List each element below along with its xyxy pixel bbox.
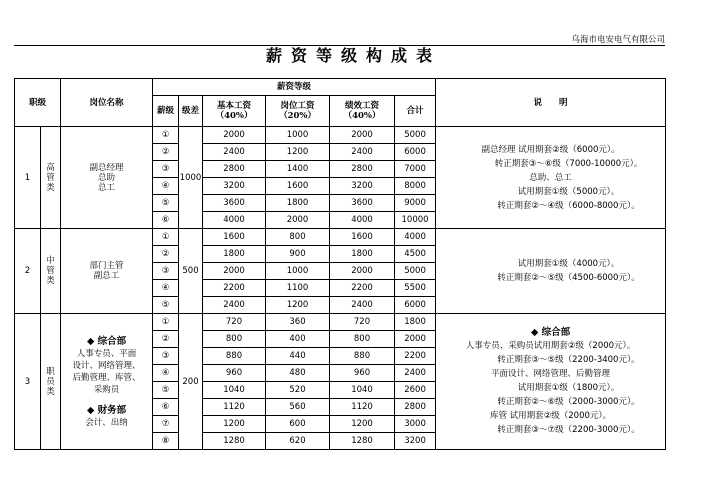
- rank-number: 3: [15, 314, 41, 450]
- explanation-note: [436, 229, 666, 314]
- rank-category: [41, 229, 61, 314]
- position-name: 部门主管: [89, 261, 124, 271]
- position-name: 总助: [98, 172, 116, 183]
- header-basic-pct: （40%）: [215, 111, 253, 121]
- category-char: 管: [46, 266, 55, 276]
- grade-cell: ⑤: [153, 382, 179, 399]
- explanation-note: [436, 314, 666, 450]
- position-names: [61, 229, 153, 314]
- table-row: [15, 314, 666, 331]
- perf-wage-cell: 800: [330, 331, 395, 348]
- total-cell: 7000: [395, 161, 436, 178]
- post-wage-cell: 480: [266, 365, 330, 382]
- post-wage-cell: 520: [266, 382, 330, 399]
- grade-cell: ②: [153, 246, 179, 263]
- perf-wage-cell: 1200: [330, 416, 395, 433]
- perf-wage-cell: 3200: [330, 178, 395, 195]
- category-char: 中: [46, 256, 55, 266]
- perf-wage-cell: 4000: [330, 212, 395, 229]
- grade-cell: ⑦: [153, 416, 179, 433]
- note-line: 转正期套③～⑦级（2200-3000元）。: [497, 425, 640, 435]
- perf-wage-cell: 880: [330, 348, 395, 365]
- basic-wage-cell: 1200: [203, 416, 266, 433]
- dept-position-line: 人事专员、平面: [76, 348, 137, 359]
- basic-wage-cell: 720: [203, 314, 266, 331]
- grade-cell: ⑥: [153, 212, 179, 229]
- total-cell: 10000: [395, 212, 436, 229]
- grade-cell: ④: [153, 280, 179, 297]
- header-basic-label: 基本工资: [217, 101, 252, 111]
- grade-cell: ④: [153, 178, 179, 195]
- header-perf-pct: （40%）: [343, 111, 381, 121]
- note-line: 副总经理 试用期套②级（6000元）。: [481, 144, 620, 155]
- total-cell: 6000: [395, 297, 436, 314]
- note-line: 平面设计、网络管理、后勤管理: [491, 369, 611, 379]
- basic-wage-cell: 3600: [203, 195, 266, 212]
- dept-position-line: 设计、网络管理、: [72, 360, 141, 371]
- grade-cell: ①: [153, 229, 179, 246]
- perf-wage-cell: 2000: [330, 127, 395, 144]
- header-step: 级差: [179, 96, 203, 127]
- position-name: 副总工: [93, 271, 120, 281]
- position-names: [61, 314, 153, 450]
- grade-cell: ①: [153, 127, 179, 144]
- grade-cell: ②: [153, 331, 179, 348]
- header-grade: 薪级: [153, 96, 179, 127]
- total-cell: 4500: [395, 246, 436, 263]
- dept-position-line: 后勤管理、库管、: [72, 372, 141, 383]
- post-wage-cell: 560: [266, 399, 330, 416]
- note-title: ◆ 综合部: [531, 327, 571, 338]
- basic-wage-cell: 1120: [203, 399, 266, 416]
- explanation-note: [436, 127, 666, 229]
- perf-wage-cell: 960: [330, 365, 395, 382]
- header-perf-wage: [330, 96, 395, 127]
- basic-wage-cell: 2000: [203, 127, 266, 144]
- rank-category: [41, 127, 61, 229]
- header-total: 合计: [395, 96, 436, 127]
- post-wage-cell: 360: [266, 314, 330, 331]
- post-wage-cell: 620: [266, 433, 330, 450]
- page-title: 薪资等级构成表: [265, 46, 441, 65]
- perf-wage-cell: 1120: [330, 399, 395, 416]
- step-cell: 1000: [179, 127, 203, 229]
- total-cell: 3000: [395, 416, 436, 433]
- position-name: 总工: [98, 182, 116, 193]
- total-cell: 6000: [395, 144, 436, 161]
- perf-wage-cell: 1800: [330, 246, 395, 263]
- category-char: 类: [46, 386, 55, 397]
- table-row: [15, 229, 666, 246]
- post-wage-cell: 2000: [266, 212, 330, 229]
- basic-wage-cell: 2800: [203, 161, 266, 178]
- dept-title: ◆ 财务部: [86, 404, 127, 416]
- header-salary-level: 薪资等级: [153, 79, 436, 96]
- position-names: [61, 127, 153, 229]
- basic-wage-cell: 2200: [203, 280, 266, 297]
- rank-category: [41, 314, 61, 450]
- total-cell: 2600: [395, 382, 436, 399]
- basic-wage-cell: 1800: [203, 246, 266, 263]
- basic-wage-cell: 880: [203, 348, 266, 365]
- perf-wage-cell: 1600: [330, 229, 395, 246]
- note-line: 总助、总工: [529, 172, 572, 183]
- post-wage-cell: 1000: [266, 263, 330, 280]
- category-char: 高: [46, 162, 55, 173]
- header-explanation: 说 明: [436, 79, 666, 127]
- grade-cell: ③: [153, 263, 179, 280]
- category-char: 管: [46, 172, 55, 183]
- basic-wage-cell: 1600: [203, 229, 266, 246]
- dept-position-line: 采购员: [93, 384, 120, 395]
- total-cell: 9000: [395, 195, 436, 212]
- post-wage-cell: 600: [266, 416, 330, 433]
- perf-wage-cell: 2200: [330, 280, 395, 297]
- category-char: 职: [46, 366, 55, 377]
- total-cell: 5000: [395, 127, 436, 144]
- post-wage-cell: 440: [266, 348, 330, 365]
- basic-wage-cell: 4000: [203, 212, 266, 229]
- grade-cell: ④: [153, 365, 179, 382]
- total-cell: 2800: [395, 399, 436, 416]
- post-wage-cell: 1600: [266, 178, 330, 195]
- salary-grade-table: [14, 78, 666, 450]
- perf-wage-cell: 2000: [330, 263, 395, 280]
- note-line: 转正期套②～⑤级（4500-6000元）。: [497, 273, 640, 283]
- note-line: 转正期套③～⑥级（7000-10000元）。: [494, 158, 643, 169]
- total-cell: 2400: [395, 365, 436, 382]
- category-char: 类: [46, 182, 55, 193]
- total-cell: 3200: [395, 433, 436, 450]
- basic-wage-cell: 1280: [203, 433, 266, 450]
- total-cell: 2000: [395, 331, 436, 348]
- post-wage-cell: 400: [266, 331, 330, 348]
- basic-wage-cell: 2400: [203, 144, 266, 161]
- grade-cell: ②: [153, 144, 179, 161]
- post-wage-cell: 800: [266, 229, 330, 246]
- post-wage-cell: 1800: [266, 195, 330, 212]
- spacer: [61, 396, 152, 404]
- category-char: 员: [46, 376, 55, 387]
- header-row-1: [15, 79, 666, 96]
- perf-wage-cell: 720: [330, 314, 395, 331]
- total-cell: 2200: [395, 348, 436, 365]
- header-post-label: 岗位工资: [280, 101, 315, 111]
- total-cell: 1800: [395, 314, 436, 331]
- post-wage-cell: 1200: [266, 297, 330, 314]
- post-wage-cell: 1400: [266, 161, 330, 178]
- perf-wage-cell: 2400: [330, 144, 395, 161]
- rank-number: 1: [15, 127, 41, 229]
- header-basic-wage: [203, 96, 266, 127]
- note-line: 库管 试用期套②级（2000元）。: [489, 411, 612, 421]
- note-line: 转正期套③～⑤级（2200-3400元）。: [497, 355, 640, 365]
- header-post-wage: [266, 96, 330, 127]
- grade-cell: ③: [153, 348, 179, 365]
- post-wage-cell: 1100: [266, 280, 330, 297]
- perf-wage-cell: 1040: [330, 382, 395, 399]
- step-cell: 200: [179, 314, 203, 450]
- basic-wage-cell: 2400: [203, 297, 266, 314]
- header-rank: 职级: [15, 79, 61, 127]
- note-line: 转正期套②～④级（6000-8000元）。: [497, 200, 640, 211]
- dept-title: ◆ 综合部: [86, 335, 127, 347]
- post-wage-cell: 900: [266, 246, 330, 263]
- step-cell: 500: [179, 229, 203, 314]
- total-cell: 4000: [395, 229, 436, 246]
- grade-cell: ⑤: [153, 297, 179, 314]
- category-char: 类: [46, 276, 55, 286]
- grade-cell: ①: [153, 314, 179, 331]
- rank-number: 2: [15, 229, 41, 314]
- grade-cell: ③: [153, 161, 179, 178]
- header-position: 岗位名称: [61, 79, 153, 127]
- total-cell: 8000: [395, 178, 436, 195]
- basic-wage-cell: 1040: [203, 382, 266, 399]
- grade-cell: ⑧: [153, 433, 179, 450]
- perf-wage-cell: 2800: [330, 161, 395, 178]
- total-cell: 5000: [395, 263, 436, 280]
- header-perf-label: 绩效工资: [345, 101, 380, 111]
- note-line: 试用期套①级（4000元）。: [517, 259, 620, 269]
- note-line: 试用期套①级（5000元）。: [517, 186, 620, 197]
- perf-wage-cell: 1280: [330, 433, 395, 450]
- basic-wage-cell: 800: [203, 331, 266, 348]
- company-name: 乌海市电安电气有限公司: [571, 35, 665, 45]
- post-wage-cell: 1000: [266, 127, 330, 144]
- perf-wage-cell: 2400: [330, 297, 395, 314]
- table-row: [15, 127, 666, 144]
- note-line: 转正期套②～⑥级（2000-3000元）。: [497, 397, 640, 407]
- total-cell: 5500: [395, 280, 436, 297]
- perf-wage-cell: 3600: [330, 195, 395, 212]
- note-line: 试用期套①级（1800元）。: [517, 383, 620, 393]
- basic-wage-cell: 960: [203, 365, 266, 382]
- post-wage-cell: 1200: [266, 144, 330, 161]
- basic-wage-cell: 3200: [203, 178, 266, 195]
- grade-cell: ⑥: [153, 399, 179, 416]
- note-line: 人事专员、采购员试用期套②级（2000元）。: [465, 341, 636, 351]
- header-post-pct: （20%）: [279, 111, 316, 121]
- position-name: 副总经理: [89, 162, 124, 173]
- basic-wage-cell: 2000: [203, 263, 266, 280]
- grade-cell: ⑤: [153, 195, 179, 212]
- dept-position-line: 会计、出纳: [85, 417, 128, 428]
